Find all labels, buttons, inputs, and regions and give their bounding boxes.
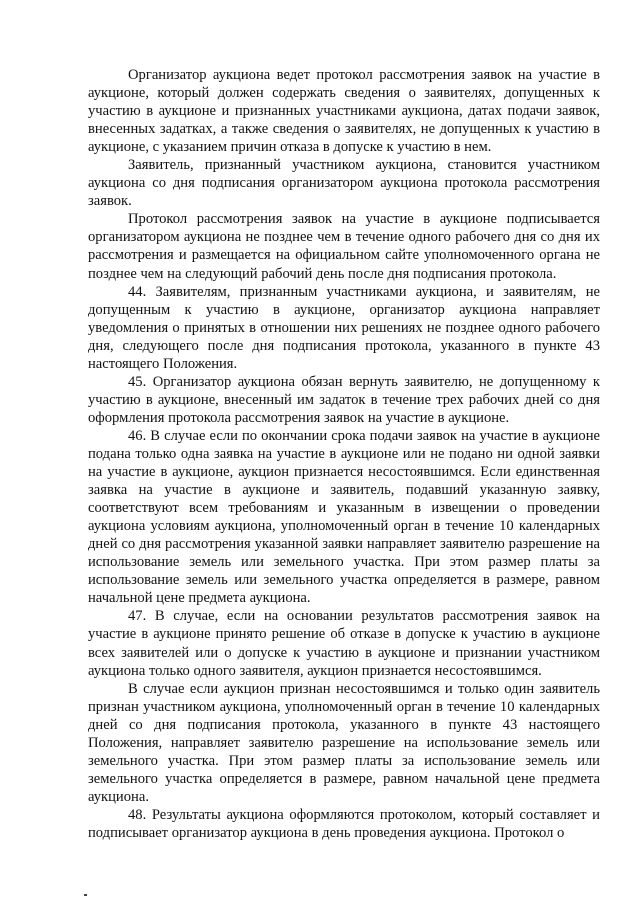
paragraph-45: 45. Организатор аукциона обязан вернуть заявителю, не допущенному к участию в аукционе, внесенный им задаток в течение трех рабочих дней со дня оформления протокола рассмотрения заявок на участие в аукционе. — [88, 373, 600, 426]
paragraph-protocol-signing: Протокол рассмотрения заявок на участие в аукционе подписывается организатором аукциона не позднее чем в течение одного рабочего дня со дня их рассмотрения и размещается на официальном сайте уполномоченного органа не позднее чем на следующий рабочий день после дня подписания протокола. — [88, 211, 600, 282]
paragraph-44: 44. Заявителям, признанным участниками аукциона, и заявителям, не допущенным к участию в аукционе, организатор аукциона направляет уведомления о принятых в отношении них решениях не позднее одного рабочего дня, следующего после дня подписания протокола, указанного в пункте 43 настоящего Положения. — [88, 283, 600, 372]
scan-mark — [84, 894, 87, 896]
paragraph-47: 47. В случае, если на основании результатов рассмотрения заявок на участие в аукционе принято решение об отказе в допуске к участию в аукционе всех заявителей или о допуске к участию в аукционе и признании участником аукциона только одного заявителя, аукцион признается несостоявшимся. — [88, 608, 600, 679]
paragraph-participant-status: Заявитель, признанный участником аукциона, становится участником аукциона со дня подписания организатором аукциона протокола рассмотрения заявок. — [88, 157, 600, 210]
paragraph-47-continued: В случае если аукцион признан несостоявшимся и только один заявитель признан участником аукциона, уполномоченный орган в течение 10 календарных дней со дня подписания протокола, указанного в пункте 43 настоящего Положения, направляет заявителю разрешение на использование земель или земельного участка. При этом размер платы за использование земель или земельного участка определяется в размере, равном начальной цене предмета аукциона. — [88, 680, 600, 805]
document-body — [88, 66, 600, 842]
paragraph-46: 46. В случае если по окончании срока подачи заявок на участие в аукционе подана только одна заявка на участие в аукционе или не подано ни одной заявки на участие в аукционе, аукцион признается несостоявшимся. Если единственная заявка на участие в аукционе и заявитель, подавший указанную заявку, соответствуют всем требованиям и указанным в извещении о проведении аукциона условиям аукциона, уполномоченный орган в течение 10 календарных дней со дня рассмотрения указанной заявки направляет заявителю разрешение на использование земель или земельного участка. При этом размер платы за использование земель или земельного участка определяется в размере, равном начальной цене предмета аукциона. — [88, 427, 600, 607]
paragraph-48: 48. Результаты аукциона оформляются протоколом, который составляет и подписывает организатор аукциона в день проведения аукциона. Протокол о — [88, 806, 600, 841]
paragraph-protocol-content: Организатор аукциона ведет протокол рассмотрения заявок на участие в аукционе, который должен содержать сведения о заявителях, допущенных к участию в аукционе и признанных участниками аукциона, датах подачи заявок, внесенных задатках, а также сведения о заявителях, не допущенных к участию в аукционе, с указанием причин отказа в допуске к участию в нем. — [88, 67, 600, 156]
